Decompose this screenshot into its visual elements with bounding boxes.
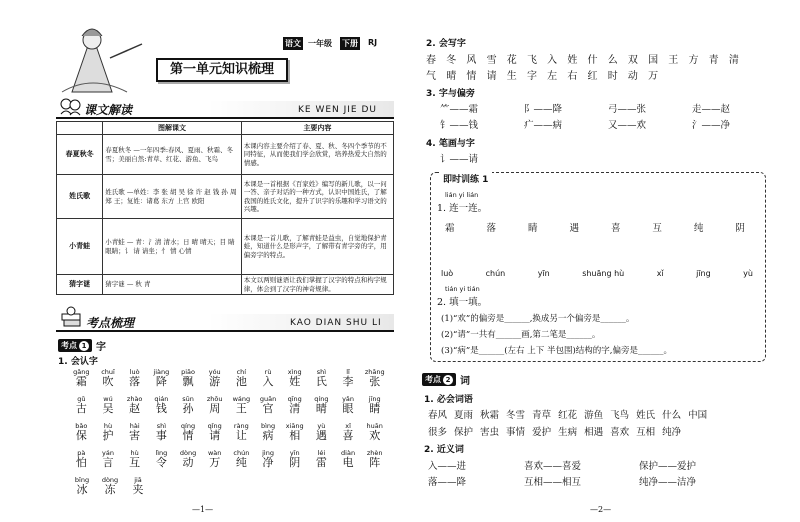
char-hanzi: 张 <box>369 375 381 388</box>
char-pinyin: yán <box>102 449 114 457</box>
char-pinyin: hài <box>129 422 140 430</box>
char-pinyin: piāo <box>181 368 195 376</box>
char-cell <box>308 422 335 442</box>
heading-synonyms: 2. 近义词 <box>424 445 464 455</box>
char-pinyin: zhào <box>126 395 143 403</box>
write-char: 请 <box>486 71 497 82</box>
char-pinyin: bīng <box>74 476 90 484</box>
char-cell <box>148 449 175 469</box>
char-hanzi: 互 <box>129 456 141 469</box>
table-row-diagram: 小青蛙 — 青：氵清 清水；日 晴 晴天；目 睛 眼睛；讠 请 请坐；忄 情 心情 <box>103 219 241 275</box>
char-cell <box>281 422 308 442</box>
word-item: 青草 <box>532 410 552 421</box>
write-char: 冬 <box>446 55 457 66</box>
write-char: 清 <box>728 55 739 66</box>
header-tag-edition: RJ <box>368 38 378 47</box>
char-cell <box>255 395 282 415</box>
char-hanzi: 事 <box>155 429 167 442</box>
connect-char: 纯 <box>693 223 704 234</box>
char-hanzi: 万 <box>209 456 221 469</box>
words-row-2 <box>428 424 688 438</box>
page-number: —1— <box>192 505 214 514</box>
word-item: 害虫 <box>480 427 500 438</box>
char-pinyin: huān <box>366 422 383 430</box>
char-cell <box>228 368 255 388</box>
char-cell <box>335 368 362 388</box>
word-item: 中国 <box>688 410 708 421</box>
word-item: 春风 <box>428 410 448 421</box>
table-row-content: 本课是一首根据《百家姓》编写的新儿歌，以一问一答、亲子对话的一种方式，认识中国姓氏，了解我国的姓氏文化，提升了识字的乐趣和学习语文的兴趣。 <box>241 175 393 219</box>
char-cell <box>175 368 202 388</box>
stroke-example: 讠——请 <box>440 154 479 165</box>
char-hanzi: 冰 <box>76 483 88 496</box>
page-number: —2— <box>590 505 612 514</box>
section-title-kaodian: 考点梳理 <box>86 316 135 330</box>
table-corner <box>57 122 103 135</box>
char-pinyin: gǎng <box>73 368 90 376</box>
heading-stroke: 4. 笔画与字 <box>426 139 475 149</box>
word-item: 什么 <box>662 410 682 421</box>
char-cell <box>95 422 122 442</box>
radical-pair: ⺮——霜 <box>440 104 479 115</box>
char-pinyin: sūn <box>182 395 194 403</box>
char-cell <box>335 449 362 469</box>
char-cell <box>175 422 202 442</box>
char-hanzi: 王 <box>235 402 247 415</box>
radical-pair: 又——欢 <box>608 120 647 131</box>
write-char: 青 <box>708 55 719 66</box>
word-item: 红花 <box>558 410 578 421</box>
char-hanzi: 李 <box>342 375 354 388</box>
char-cell <box>68 449 95 469</box>
char-row <box>68 395 388 415</box>
synonym-pair: 喜欢——喜爱 <box>524 461 582 472</box>
word-item: 互相 <box>636 427 656 438</box>
synonym-pair: 落——降 <box>428 477 467 488</box>
mascot-illustration <box>52 14 144 96</box>
table-row-title: 猜字谜 <box>57 275 103 295</box>
synonym-pair: 入——进 <box>428 461 467 472</box>
char-hanzi: 请 <box>209 429 221 442</box>
write-char: 字 <box>526 71 537 82</box>
char-pinyin: yóu <box>208 368 221 376</box>
synonym-row-2 <box>428 474 754 488</box>
char-hanzi: 游 <box>209 375 221 388</box>
char-cell <box>228 449 255 469</box>
char-pinyin: dòng <box>179 449 197 457</box>
question-2: 2. 填一填。 <box>437 297 488 308</box>
exam-badge: 考点 1 <box>58 339 92 352</box>
char-hanzi: 氏 <box>315 375 327 388</box>
char-pinyin: bìng <box>260 422 276 430</box>
radical-pair: 走——赵 <box>692 104 731 115</box>
synonym-row-1 <box>428 458 754 472</box>
char-pinyin: shì <box>156 422 166 430</box>
char-cell <box>308 368 335 388</box>
char-hanzi: 净 <box>262 456 274 469</box>
exam-point-title: 字 <box>96 342 106 353</box>
char-pinyin: xìng <box>287 368 302 376</box>
char-hanzi: 池 <box>235 375 247 388</box>
char-hanzi: 怕 <box>75 456 87 469</box>
q1-pinyin: lián yi lián <box>445 191 479 199</box>
connect-pinyin <box>441 269 753 278</box>
char-pinyin: diàn <box>341 449 356 457</box>
write-chars-row-2 <box>426 67 668 82</box>
fill-line-2: (2)“请”一共有______画,第二笔是______。 <box>441 330 601 340</box>
char-hanzi: 护 <box>102 429 114 442</box>
char-pinyin: zhāng <box>364 368 385 376</box>
char-hanzi: 纯 <box>235 456 247 469</box>
char-cell <box>335 422 362 442</box>
write-chars-row-1 <box>426 51 749 66</box>
table-row-title: 小青蛙 <box>57 219 103 275</box>
char-cell <box>95 395 122 415</box>
write-char: 国 <box>648 55 659 66</box>
practice-box <box>430 172 766 362</box>
write-char: 风 <box>466 55 477 66</box>
radical-pair: 氵——净 <box>692 120 731 131</box>
char-cell <box>96 476 124 496</box>
char-cell <box>361 422 388 442</box>
radical-row-2 <box>440 117 776 131</box>
char-pinyin: wáng <box>232 395 251 403</box>
practice-title: 即时训练 1 <box>439 172 492 185</box>
table-row-content: 本文以两则谜语让我们掌握了汉字的特点和构字规律，体会到了汉字的神奇规律。 <box>241 275 393 295</box>
connect-char: 遇 <box>569 223 579 234</box>
char-pinyin: chuī <box>101 368 115 376</box>
table-row-diagram: 春夏秋冬 —一年四季:春风、夏雨、秋霜、冬雪；美丽自然:青草、红花、游鱼、飞鸟 <box>103 135 241 175</box>
char-pinyin: guān <box>259 395 277 403</box>
synonym-pair: 纯净——洁净 <box>639 477 697 488</box>
connect-pinyin: shuāng hù <box>582 269 625 278</box>
write-char: 生 <box>506 71 517 82</box>
exam-badge: 考点 2 <box>422 373 456 386</box>
char-hanzi: 害 <box>129 429 141 442</box>
char-row <box>68 476 388 496</box>
heading-radical: 3. 字与偏旁 <box>426 89 475 99</box>
char-cell <box>308 449 335 469</box>
char-pinyin: wàn <box>207 449 222 457</box>
char-hanzi: 情 <box>182 429 194 442</box>
char-hanzi: 动 <box>182 456 194 469</box>
char-hanzi: 入 <box>262 375 274 388</box>
char-hanzi: 落 <box>129 375 141 388</box>
word-item: 爱护 <box>532 427 552 438</box>
char-row <box>68 368 388 388</box>
char-hanzi: 钱 <box>155 402 167 415</box>
connect-pinyin: jīng <box>696 269 711 278</box>
char-hanzi: 保 <box>75 429 87 442</box>
section-en-kaodian: KAO DIAN SHU LI <box>290 318 382 328</box>
write-char: 万 <box>648 71 659 82</box>
word-item: 事情 <box>506 427 526 438</box>
word-item: 生病 <box>558 427 578 438</box>
connect-pinyin: chún <box>485 269 506 278</box>
connect-char: 喜 <box>610 223 621 234</box>
write-char: 花 <box>506 55 517 66</box>
char-hanzi: 赵 <box>129 402 141 415</box>
char-cell <box>361 395 388 415</box>
table-row-title: 姓氏歌 <box>57 175 103 219</box>
char-cell <box>95 449 122 469</box>
char-pinyin: bǎo <box>75 422 88 430</box>
char-pinyin: shì <box>316 368 327 376</box>
char-hanzi: 欢 <box>369 429 381 442</box>
char-cell <box>201 449 228 469</box>
radical-pair: 疒——病 <box>524 120 563 131</box>
header-tag-subject: 语文 <box>285 39 301 48</box>
page-title: 第一单元知识梳理 <box>156 58 288 82</box>
header-tag-volume: 下册 <box>342 39 358 48</box>
connect-char: 落 <box>486 223 496 234</box>
synonym-pair: 保护——爱护 <box>639 461 697 472</box>
connect-pinyin: luò <box>441 269 454 278</box>
radical-pair: 弓——张 <box>608 104 647 115</box>
char-hanzi: 相 <box>289 429 301 442</box>
char-hanzi: 睛 <box>369 402 381 415</box>
char-pinyin: lìng <box>155 449 168 457</box>
char-cell <box>121 395 148 415</box>
section-en-kewen: KE WEN JIE DU <box>298 105 378 115</box>
char-cell <box>308 395 335 415</box>
char-hanzi: 喜 <box>342 429 354 442</box>
char-hanzi: 孙 <box>182 402 194 415</box>
students-icon <box>58 96 82 116</box>
char-cell <box>68 422 95 442</box>
heading-words: 1. 必会词语 <box>424 395 473 405</box>
exam-point-1 <box>58 338 106 353</box>
radical-pair: 钅——钱 <box>440 120 479 131</box>
word-item: 秋霜 <box>480 410 500 421</box>
connect-pinyin: xǐ <box>656 269 664 278</box>
char-hanzi: 官 <box>262 402 274 415</box>
q2-pinyin: tián yi tián <box>445 285 480 293</box>
connect-char: 阴 <box>735 223 745 234</box>
synonym-pair: 互相——相互 <box>524 477 582 488</box>
char-pinyin: xǐ <box>345 422 351 430</box>
char-cell <box>228 395 255 415</box>
connect-chars <box>445 220 745 234</box>
table-row-content: 本课内容主要介绍了春、夏、秋、冬四个季节的不同特征，从而使我们学会欣赏，培养热爱大自然的情感。 <box>241 135 393 175</box>
table-row-content: 本课是一首儿歌，了解青蛙是益虫，自觉地保护青蛙，知道什么是形声字，了解带有青字旁的字，用偏旁字的特点。 <box>241 219 393 275</box>
char-pinyin: chí <box>236 368 247 376</box>
char-cell <box>361 449 388 469</box>
char-hanzi: 雷 <box>315 456 327 469</box>
write-char: 情 <box>466 71 477 82</box>
word-item: 冬雪 <box>506 410 526 421</box>
char-cell <box>175 395 202 415</box>
char-hanzi: 夹 <box>132 483 144 496</box>
char-cell <box>201 422 228 442</box>
write-char: 晴 <box>446 71 457 82</box>
char-row <box>68 449 388 469</box>
write-char: 双 <box>627 55 638 66</box>
header-tag-grade: 一年级 <box>308 39 332 48</box>
char-pinyin: chún <box>233 449 250 457</box>
char-cell <box>255 449 282 469</box>
connect-pinyin: yù <box>743 269 753 278</box>
char-hanzi: 霜 <box>75 375 87 388</box>
word-item: 姓氏 <box>636 410 656 421</box>
char-pinyin: jiā <box>134 476 142 484</box>
word-item: 夏雨 <box>454 410 474 421</box>
write-char: 春 <box>426 55 436 66</box>
word-item: 游鱼 <box>584 410 604 421</box>
write-char: 右 <box>567 71 578 82</box>
write-char: 什 <box>587 55 598 66</box>
char-pinyin: jīng <box>368 395 381 403</box>
radical-row-1 <box>440 101 776 115</box>
char-hanzi: 清 <box>289 402 301 415</box>
char-hanzi: 让 <box>235 429 247 442</box>
char-hanzi: 吹 <box>102 375 114 388</box>
char-cell <box>124 476 152 496</box>
write-char: 雪 <box>486 55 497 66</box>
char-pinyin: lǐ <box>346 368 350 376</box>
char-pinyin: jìng <box>262 449 274 457</box>
char-cell <box>121 422 148 442</box>
word-item: 很多 <box>428 427 448 438</box>
char-cell <box>201 368 228 388</box>
char-pinyin: wú <box>103 395 113 403</box>
exam-point-title: 词 <box>460 376 470 387</box>
char-pinyin: xiāng <box>285 422 304 430</box>
heading-write: 2. 会写字 <box>426 39 466 49</box>
table-header-diagram: 图解课文 <box>103 122 241 135</box>
char-cell <box>281 395 308 415</box>
char-hanzi: 遇 <box>315 429 327 442</box>
char-hanzi: 言 <box>102 456 114 469</box>
char-pinyin: hù <box>130 449 139 457</box>
char-pinyin: dòng <box>101 476 119 484</box>
table-row-diagram: 姓氏歌 —单姓：李 张 胡 吴 徐 许 赵 钱 孙 周 郑 王；复姓：诸葛 东方 上官 欧阳 <box>103 175 241 219</box>
char-hanzi: 阵 <box>369 456 381 469</box>
word-item: 纯净 <box>662 427 682 438</box>
question-1: 1. 连一连。 <box>437 203 488 214</box>
char-pinyin: qián <box>154 395 169 403</box>
char-hanzi: 降 <box>155 375 167 388</box>
write-char: 红 <box>587 71 598 82</box>
char-pinyin: zhèn <box>366 449 383 457</box>
char-pinyin: rù <box>264 368 272 376</box>
words-row-1 <box>428 407 714 421</box>
connect-char: 互 <box>652 223 662 234</box>
table-row-title: 春夏秋冬 <box>57 135 103 175</box>
char-cell <box>175 449 202 469</box>
char-hanzi: 古 <box>75 402 87 415</box>
char-pinyin: qíng <box>180 422 196 430</box>
word-item: 保护 <box>454 427 474 438</box>
write-char: 时 <box>607 71 618 82</box>
char-pinyin: yǎn <box>342 395 355 403</box>
connect-char: 睛 <box>527 223 538 234</box>
char-hanzi: 姓 <box>289 375 301 388</box>
word-item: 飞鸟 <box>610 410 630 421</box>
char-hanzi: 飘 <box>182 375 194 388</box>
char-pinyin: hù <box>103 422 113 430</box>
write-char: 王 <box>668 55 679 66</box>
char-pinyin: qǐng <box>207 422 222 430</box>
char-cell <box>335 395 362 415</box>
write-char: 么 <box>607 55 618 66</box>
lesson-table <box>56 121 394 295</box>
char-pinyin: jiàng <box>153 368 170 376</box>
section-title-kewen: 课文解读 <box>84 103 133 117</box>
char-cell <box>281 368 308 388</box>
char-cell <box>148 395 175 415</box>
word-item: 喜欢 <box>610 427 630 438</box>
char-cell <box>201 395 228 415</box>
char-hanzi: 晴 <box>315 402 327 415</box>
char-pinyin: qīng <box>287 395 302 403</box>
char-pinyin: yù <box>317 422 326 430</box>
write-char: 左 <box>547 71 558 82</box>
char-hanzi: 阴 <box>289 456 301 469</box>
write-char: 入 <box>547 55 558 66</box>
char-cell <box>68 476 96 496</box>
write-char: 动 <box>627 71 638 82</box>
char-cell <box>121 368 148 388</box>
connect-pinyin: yīn <box>537 269 550 278</box>
char-cell <box>95 368 122 388</box>
char-hanzi: 冻 <box>104 483 116 496</box>
char-pinyin: léi <box>317 449 326 457</box>
char-pinyin: yīn <box>289 449 300 457</box>
exam-point-2 <box>422 372 470 387</box>
char-cell <box>281 449 308 469</box>
char-pinyin: gǔ <box>77 395 86 403</box>
char-cell <box>68 395 95 415</box>
write-char: 气 <box>426 71 436 82</box>
char-hanzi: 眼 <box>342 402 354 415</box>
fill-line-3: (3)“病”是______(左右 上下 半包围)结构的字,偏旁是______。 <box>441 346 672 356</box>
char-cell <box>255 368 282 388</box>
char-pinyin: ràng <box>233 422 249 430</box>
char-hanzi: 病 <box>262 429 274 442</box>
word-item: 相遇 <box>584 427 604 438</box>
char-pinyin: qíng <box>314 395 329 403</box>
char-cell <box>68 368 95 388</box>
char-hanzi: 令 <box>155 456 167 469</box>
char-hanzi: 电 <box>342 456 354 469</box>
char-cell <box>148 368 175 388</box>
char-hanzi: 周 <box>209 402 221 415</box>
char-cell <box>121 449 148 469</box>
write-char: 姓 <box>567 55 578 66</box>
books-icon <box>60 306 82 328</box>
radical-pair: 阝——降 <box>524 104 563 115</box>
table-header-content: 主要内容 <box>241 122 393 135</box>
write-char: 方 <box>688 55 699 66</box>
char-pinyin: luò <box>129 368 140 376</box>
char-cell <box>228 422 255 442</box>
table-row-diagram: 猜字谜 — 秋 青 <box>103 275 241 295</box>
char-hanzi: 吴 <box>102 402 114 415</box>
heading-recognize: 1. 会认字 <box>58 357 98 367</box>
connect-char: 霜 <box>445 223 455 234</box>
char-pinyin: pà <box>77 449 86 457</box>
char-row <box>68 422 388 442</box>
char-cell <box>361 368 388 388</box>
fill-line-1: (1)“欢”的偏旁是______,换成另一个偏旁是______。 <box>441 314 635 324</box>
char-cell <box>255 422 282 442</box>
char-cell <box>148 422 175 442</box>
char-pinyin: zhōu <box>206 395 223 403</box>
write-char: 飞 <box>526 55 537 66</box>
